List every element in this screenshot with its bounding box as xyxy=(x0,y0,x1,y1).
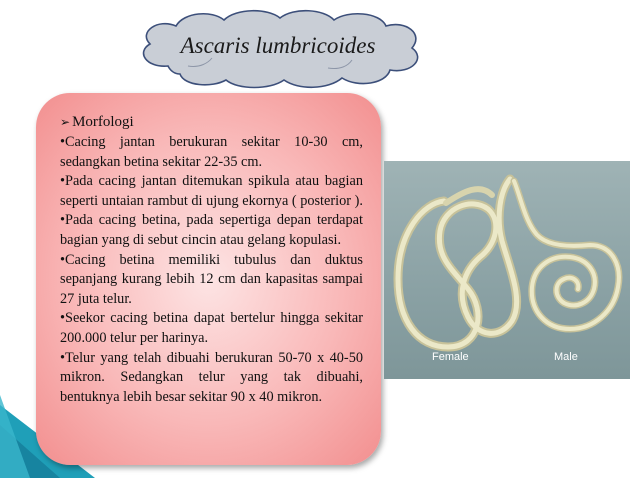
worm-illustration xyxy=(384,161,630,379)
section-heading xyxy=(60,113,363,131)
female-label: Female xyxy=(432,351,469,363)
text-paragraph: •Cacing betina memiliki tubulus dan duktus sepanjang kurang lebih 12 cm dan kapasitas sampai 27 juta telur. xyxy=(60,251,363,307)
text-paragraph: •Seekor cacing betina dapat bertelur hingga sekitar 200.000 telur per harinya. xyxy=(60,310,363,346)
morphology-text-box xyxy=(36,93,381,465)
text-paragraph: •Pada cacing jantan ditemukan spikula atau bagian seperti untaian rambut di ujung ekornya ( posterior ). xyxy=(60,173,363,209)
slide-title: Ascaris lumbricoides xyxy=(180,33,376,58)
ascaris-photo xyxy=(384,161,630,379)
male-worm xyxy=(514,181,619,329)
arrow-bullet-icon: ➢ xyxy=(60,115,71,129)
text-paragraph: •Cacing jantan berukuran sekitar 10-30 cm, sedangkan betina sekitar 22-35 cm. xyxy=(60,134,363,170)
text-paragraph: •Pada cacing betina, pada sepertiga depan terdapat bagian yang di sebut cincin atau gelang kopulasi. xyxy=(60,212,363,248)
title-cloud xyxy=(128,8,428,90)
male-label: Male xyxy=(554,351,578,363)
text-paragraph: •Telur yang telah dibuahi berukuran 50-70 x 40-50 mikron. Sedangkan telur yang tak dibuahi, bentuknya lebih besar sekitar 90 x 40 mikron. xyxy=(60,349,363,405)
female-worm xyxy=(398,179,517,347)
section-heading-label: Morfologi xyxy=(72,114,134,130)
